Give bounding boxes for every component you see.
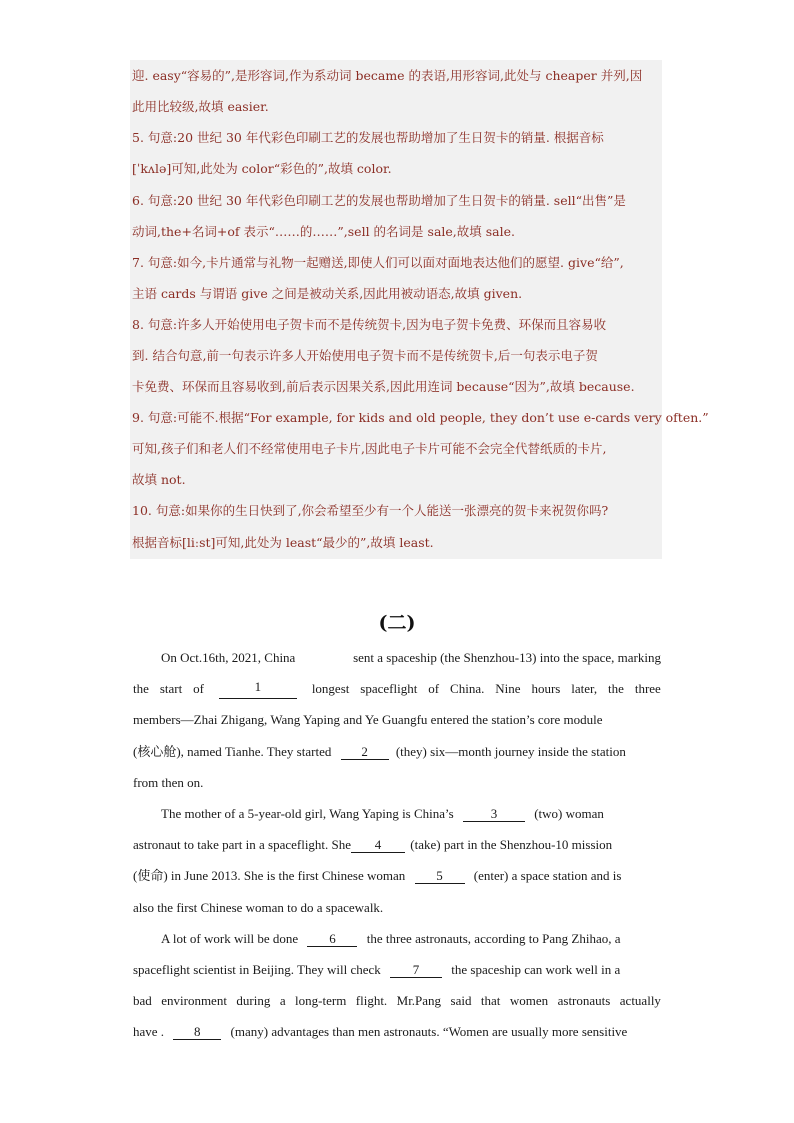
passage-line bbox=[133, 804, 661, 824]
passage-line bbox=[133, 835, 661, 855]
passage-word: spaceflight bbox=[360, 681, 418, 696]
answer-line: 迎. easy“容易的”,是形容词,作为系动词 became 的表语,用形容词,此处与 cheaper 并列,因 bbox=[132, 68, 643, 83]
blank-1[interactable]: 1 bbox=[219, 679, 297, 699]
answer-line: 故填 not. bbox=[132, 472, 186, 487]
passage-line bbox=[133, 1022, 661, 1042]
answer-line: 10. 句意:如果你的生日快到了,你会希望至少有一个人能送一张漂亮的贺卡来祝贺你吗? bbox=[132, 503, 609, 518]
passage-word: flight. bbox=[355, 993, 388, 1008]
passage-word: later, bbox=[571, 681, 598, 696]
passage-text: (enter) a space station and is bbox=[473, 868, 622, 883]
passage-text: have . bbox=[133, 1024, 165, 1039]
answer-line: 动词,the+名词+of 表示“……的……”,sell 的名词是 sale,故填 sale. bbox=[132, 224, 515, 239]
passage-line: members—Zhai Zhigang, Wang Yaping and Ye Guangfu entered the station’s core module bbox=[133, 712, 603, 727]
answer-explanations bbox=[130, 60, 709, 559]
passage-text: the spaceship can work well in a bbox=[451, 962, 621, 977]
answer-line: 到. 结合句意,前一句表示许多人开始使用电子贺卡而不是传统贺卡,后一句表示电子贺 bbox=[132, 348, 598, 363]
passage-word: during bbox=[236, 993, 271, 1008]
passage-word: Mr.Pang bbox=[396, 993, 442, 1008]
passage-word: the bbox=[133, 681, 149, 696]
passage-word: hours bbox=[531, 681, 561, 696]
passage-word: longest bbox=[311, 681, 350, 696]
passage-word: actually bbox=[619, 993, 661, 1008]
passage-text: (two) woman bbox=[534, 806, 604, 821]
answer-line: 7. 句意:如今,卡片通常与礼物一起赠送,即使人们可以面对面地表达他们的愿望. give“给”, bbox=[132, 255, 624, 270]
passage-line bbox=[133, 929, 661, 949]
section-title: (二) bbox=[378, 612, 416, 634]
passage-line bbox=[133, 679, 661, 699]
answer-line: 8. 句意:许多人开始使用电子贺卡而不是传统贺卡,因为电子贺卡免费、环保而且容易收 bbox=[132, 317, 607, 332]
passage-word: a bbox=[279, 993, 286, 1008]
passage-line bbox=[133, 648, 661, 668]
passage-line: from then on. bbox=[133, 775, 204, 790]
blank-4[interactable]: 4 bbox=[351, 837, 405, 853]
answer-line: 卡免费、环保而且容易收到,前后表示因果关系,因此用连词 because“因为”,故填 because. bbox=[132, 379, 635, 394]
passage-word: long-term bbox=[295, 993, 347, 1008]
passage-text: (take) part in the Shenzhou-10 mission bbox=[410, 837, 613, 852]
passage-text: The mother of a 5-year-old girl, Wang Yaping is China’s bbox=[161, 806, 454, 821]
passage-text: astronaut to take part in a spaceflight. She bbox=[133, 837, 352, 852]
passage-word: three bbox=[634, 681, 661, 696]
answer-line: 5. 句意:20 世纪 30 年代彩色印刷工艺的发展也帮助增加了生日贺卡的销量. 根据音标 bbox=[132, 130, 604, 145]
blank-5[interactable]: 5 bbox=[415, 868, 465, 884]
passage-line bbox=[133, 742, 661, 762]
passage-word: bad bbox=[133, 993, 152, 1008]
passage-word: environment bbox=[161, 993, 227, 1008]
passage-word: the bbox=[608, 681, 624, 696]
passage-line: also the first Chinese woman to do a spacewalk. bbox=[133, 900, 384, 915]
passage-text: the three astronauts, according to Pang Zhihao, a bbox=[366, 931, 621, 946]
answer-line: 主语 cards 与谓语 give 之间是被动关系,因此用被动语态,故填 given. bbox=[132, 286, 523, 301]
blank-8[interactable]: 8 bbox=[173, 1024, 221, 1040]
blank-7[interactable]: 7 bbox=[390, 962, 442, 978]
answer-line: 6. 句意:20 世纪 30 年代彩色印刷工艺的发展也帮助增加了生日贺卡的销量. sell“出售”是 bbox=[132, 193, 626, 208]
passage-word: of bbox=[428, 681, 440, 696]
passage-word: China. bbox=[450, 681, 485, 696]
passage-word: start bbox=[159, 681, 183, 696]
passage-word: astronauts bbox=[557, 993, 611, 1008]
passage-text: A lot of work will be done bbox=[161, 931, 299, 946]
passage-word: of bbox=[193, 681, 204, 696]
passage-word: Nine bbox=[495, 681, 521, 696]
blank-3[interactable]: 3 bbox=[463, 806, 525, 822]
passage-text: sent a spaceship (the Shenzhou-13) into the space, marking bbox=[353, 650, 661, 665]
passage-text: (they) six—month journey inside the station bbox=[395, 744, 626, 759]
passage-text: spaceflight scientist in Beijing. They will check bbox=[133, 962, 381, 977]
passage-line bbox=[133, 991, 661, 1011]
passage-text: On Oct.16th, 2021, China bbox=[161, 650, 296, 665]
answer-line: 9. 句意:可能不.根据“For example, for kids and old people, they don’t use e-cards very often.” bbox=[132, 410, 709, 425]
blank-6[interactable]: 6 bbox=[307, 931, 357, 947]
passage-word: that bbox=[480, 993, 501, 1008]
passage-word: said bbox=[450, 993, 472, 1008]
blank-2[interactable]: 2 bbox=[341, 744, 389, 760]
passage-word: women bbox=[509, 993, 549, 1008]
passage-line bbox=[133, 960, 661, 980]
answer-line: [ˈkʌlə]可知,此处为 color“彩色的”,故填 color. bbox=[132, 161, 392, 176]
passage-line bbox=[133, 866, 661, 886]
answer-line: 可知,孩子们和老人们不经常使用电子卡片,因此电子卡片可能不会完全代替纸质的卡片, bbox=[132, 441, 607, 456]
passage-text: (使命) in June 2013. She is the first Chinese woman bbox=[133, 868, 406, 883]
answer-line: 根据音标[liːst]可知,此处为 least“最少的”,故填 least. bbox=[132, 535, 434, 550]
passage-text: (核心舱), named Tianhe. They started bbox=[133, 744, 332, 759]
answer-line: 此用比较级,故填 easier. bbox=[132, 99, 269, 114]
passage-text: (many) advantages than men astronauts. “Women are usually more sensitive bbox=[230, 1024, 628, 1039]
